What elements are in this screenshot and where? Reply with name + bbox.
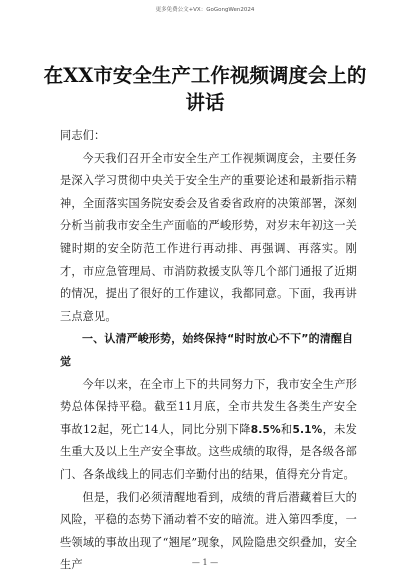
intro-paragraph: 今天我们召开全市安全生产工作视频调度会，主要任务是深入学习贯彻中央关于安全生产的重要论述和最新指示精神，全面落实国务院安委会及省委省政府的决策部署，深刻分析当前我市安全生产面临的严峻形势，对岁末年初这一关键时期的安全防范工作进行再动排、再强调、再落实。刚才，市应急管理局、市消防救援支队等几个部门通报了近期的情况，提出了很好的工作建议，我都同意。下面，我再讲三点意见。 (60, 151, 357, 323)
section-one-heading: 一、认清严峻形势，始终保持“时时放心不下”的清醒自觉 (60, 332, 354, 368)
document-body (60, 125, 357, 577)
section-one-paragraph-1 (60, 374, 357, 487)
decline-rate-deaths: 5.1% (292, 423, 323, 436)
header-note: 更多免费公文+VX：GoGongWen2024 (155, 7, 255, 13)
page-number: — 1 — (191, 558, 219, 567)
section-one-paragraph-2: 但是，我们必须清醒地看到，成绩的背后潜藏着巨大的风险，平稳的态势下涌动着不安的暗流。进入第四季度，一些领域的事故出现了“翘尾”现象，风险隐患交织叠加，安全生产 (60, 490, 357, 572)
paragraph-text: 今年以来，在全市上下的共同努力下，我市安全生产形势总体保持平稳。截至11月底，全市共发生各类生产安全事故12起，死亡14人，同比分别下降 (60, 377, 357, 436)
document-title: 在XX市安全生产工作视频调度会上的讲话 (43, 64, 367, 114)
paragraph-text: ，未发生重大及以上生产安全事故。这些成绩的取得，是各级各部门、各条战线上的同志们辛勤付出的结果，值得充分肯定。 (60, 422, 358, 481)
salutation: 同志们： (60, 129, 106, 142)
paragraph-text: 和 (280, 422, 293, 436)
decline-rate-accidents: 8.5% (250, 423, 281, 436)
